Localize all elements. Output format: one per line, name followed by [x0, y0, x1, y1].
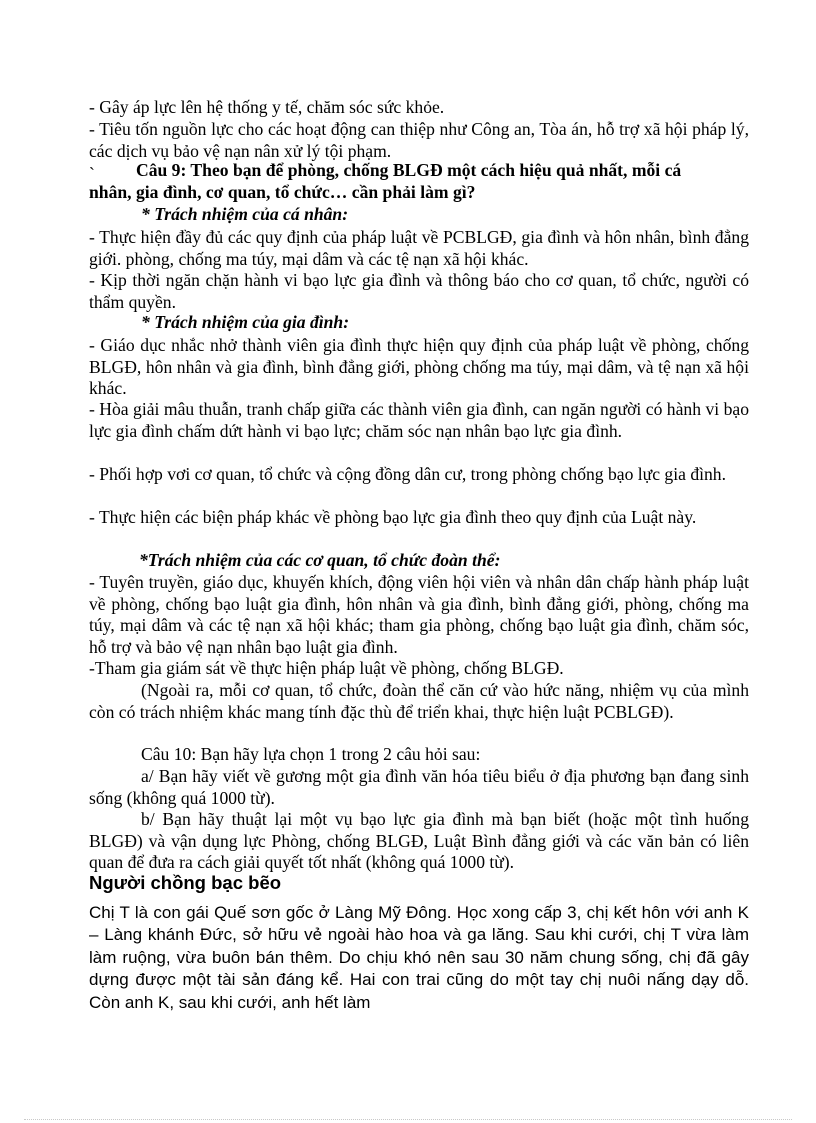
question-10-option-b: b/ Bạn hãy thuật lại một vụ bạo lực gia đình mà bạn biết (hoặc một tình huống BLGĐ) và vận dụng lực Phòng, chống BLGĐ, Luật Bình đẳng giới và các văn bản có liên quan để đưa ra cách giải quyết tốt nhất (không quá 1000 từ). [89, 809, 749, 873]
question-10: Câu 10: Bạn hãy lựa chọn 1 trong 2 câu hỏi sau: [141, 744, 481, 764]
paragraph-organization-note: (Ngoài ra, mỗi cơ quan, tổ chức, đoàn thể căn cứ vào hức năng, nhiệm vụ của mình còn có trách nhiệm khác mang tính đặc thù để triển khai, thực hiện luật PCBLGĐ). [89, 680, 749, 722]
heading-individual-responsibility: * Trách nhiệm của cá nhân: [141, 204, 349, 224]
question-9 [136, 160, 749, 182]
paragraph-individual-law: - Thực hiện đầy đủ các quy định của pháp luật về PCBLGĐ, gia đình và hôn nhân, bình đẳng giới. phòng, chống ma túy, mại dâm và các tệ nạn xã hội khác. [89, 227, 749, 269]
question-10-option-a: a/ Bạn hãy viết về gương một gia đình văn hóa tiêu biểu ở địa phương bạn đang sinh sống (không quá 1000 từ). [89, 766, 749, 808]
paragraph-organization-supervision: -Tham gia giám sát về thực hiện pháp luật về phòng, chống BLGĐ. [89, 658, 564, 678]
question-9-line-1: Câu 9: Theo bạn để phòng, chống BLGĐ một cách hiệu quả nhất, mỗi cá [136, 160, 682, 180]
paragraph-resource-cost: - Tiêu tốn nguồn lực cho các hoạt động can thiệp như Công an, Tòa án, hỗ trợ xã hội pháp lý, các dịch vụ bảo vệ nạn nân xử lý tội phạm. [89, 119, 749, 161]
paragraph-health-pressure: - Gây áp lực lên hệ thống y tế, chăm sóc sức khỏe. [89, 97, 445, 117]
question-9-line-2: nhân, gia đình, cơ quan, tổ chức… cần phải làm gì? [89, 182, 476, 202]
stray-backtick: ` [89, 164, 95, 184]
page-bottom-dotted-line [24, 1119, 792, 1120]
paragraph-individual-prevent: - Kịp thời ngăn chặn hành vi bạo lực gia đình và thông báo cho cơ quan, tổ chức, người có thẩm quyền. [89, 270, 749, 312]
heading-organization-responsibility: *Trách nhiệm của các cơ quan, tổ chức đoàn thể: [139, 550, 501, 570]
heading-family-responsibility: * Trách nhiệm của gia đình: [141, 312, 350, 332]
paragraph-family-cooperation: - Phối hợp vơi cơ quan, tổ chức và cộng đồng dân cư, trong phòng chống bạo lực gia đình. [89, 464, 726, 484]
paragraph-family-mediation: - Hòa giải mâu thuẫn, tranh chấp giữa các thành viên gia đình, can ngăn người có hành vi bạo lực gia đình chấm dứt hành vi bạo lực; chăm sóc nạn nhân bạo lực gia đình. [89, 399, 749, 441]
paragraph-family-other-measures: - Thực hiện các biện pháp khác về phòng bạo lực gia đình theo quy định của Luật này. [89, 507, 697, 527]
paragraph-organization-propaganda: - Tuyên truyền, giáo dục, khuyến khích, động viên hội viên và nhân dân chấp hành pháp luật về phòng, chống bạo luật gia đình, hôn nhân và gia đình, bình đẳng giới, phòng, chống ma túy, mại dâm và các tệ nạn xã hội khác; tham gia phòng, chống bạo luật gia đình, chăm sóc, hỗ trợ và bảo vệ nạn nhân bạo luật gia đình. [89, 572, 749, 657]
paragraph-family-education: - Giáo dục nhắc nhở thành viên gia đình thực hiện quy định của pháp luật về phòng, chống BLGĐ, hôn nhân và gia đình, bình đẳng giới, phòng chống ma túy, mại dâm, và tệ nạn xã hội khác. [89, 335, 749, 399]
story-title: Người chồng bạc bẽo [89, 872, 282, 893]
story-body: Chị T là con gái Quế sơn gốc ở Làng Mỹ Đông. Học xong cấp 3, chị kết hôn với anh K – Làng khánh Đức, sở hữu vẻ ngoài hào hoa và ga lăng. Sau khi cưới, chị T vừa làm làm ruộng, vừa buôn bán thêm. Do chịu khó nên sau 30 năm chung sống, chị đã gây dựng được một tài sản đáng kể. Hai con trai cũng do một tay chị nuôi nấng dạy dỗ. Còn anh K, sau khi cưới, anh hết làm [89, 903, 749, 1012]
